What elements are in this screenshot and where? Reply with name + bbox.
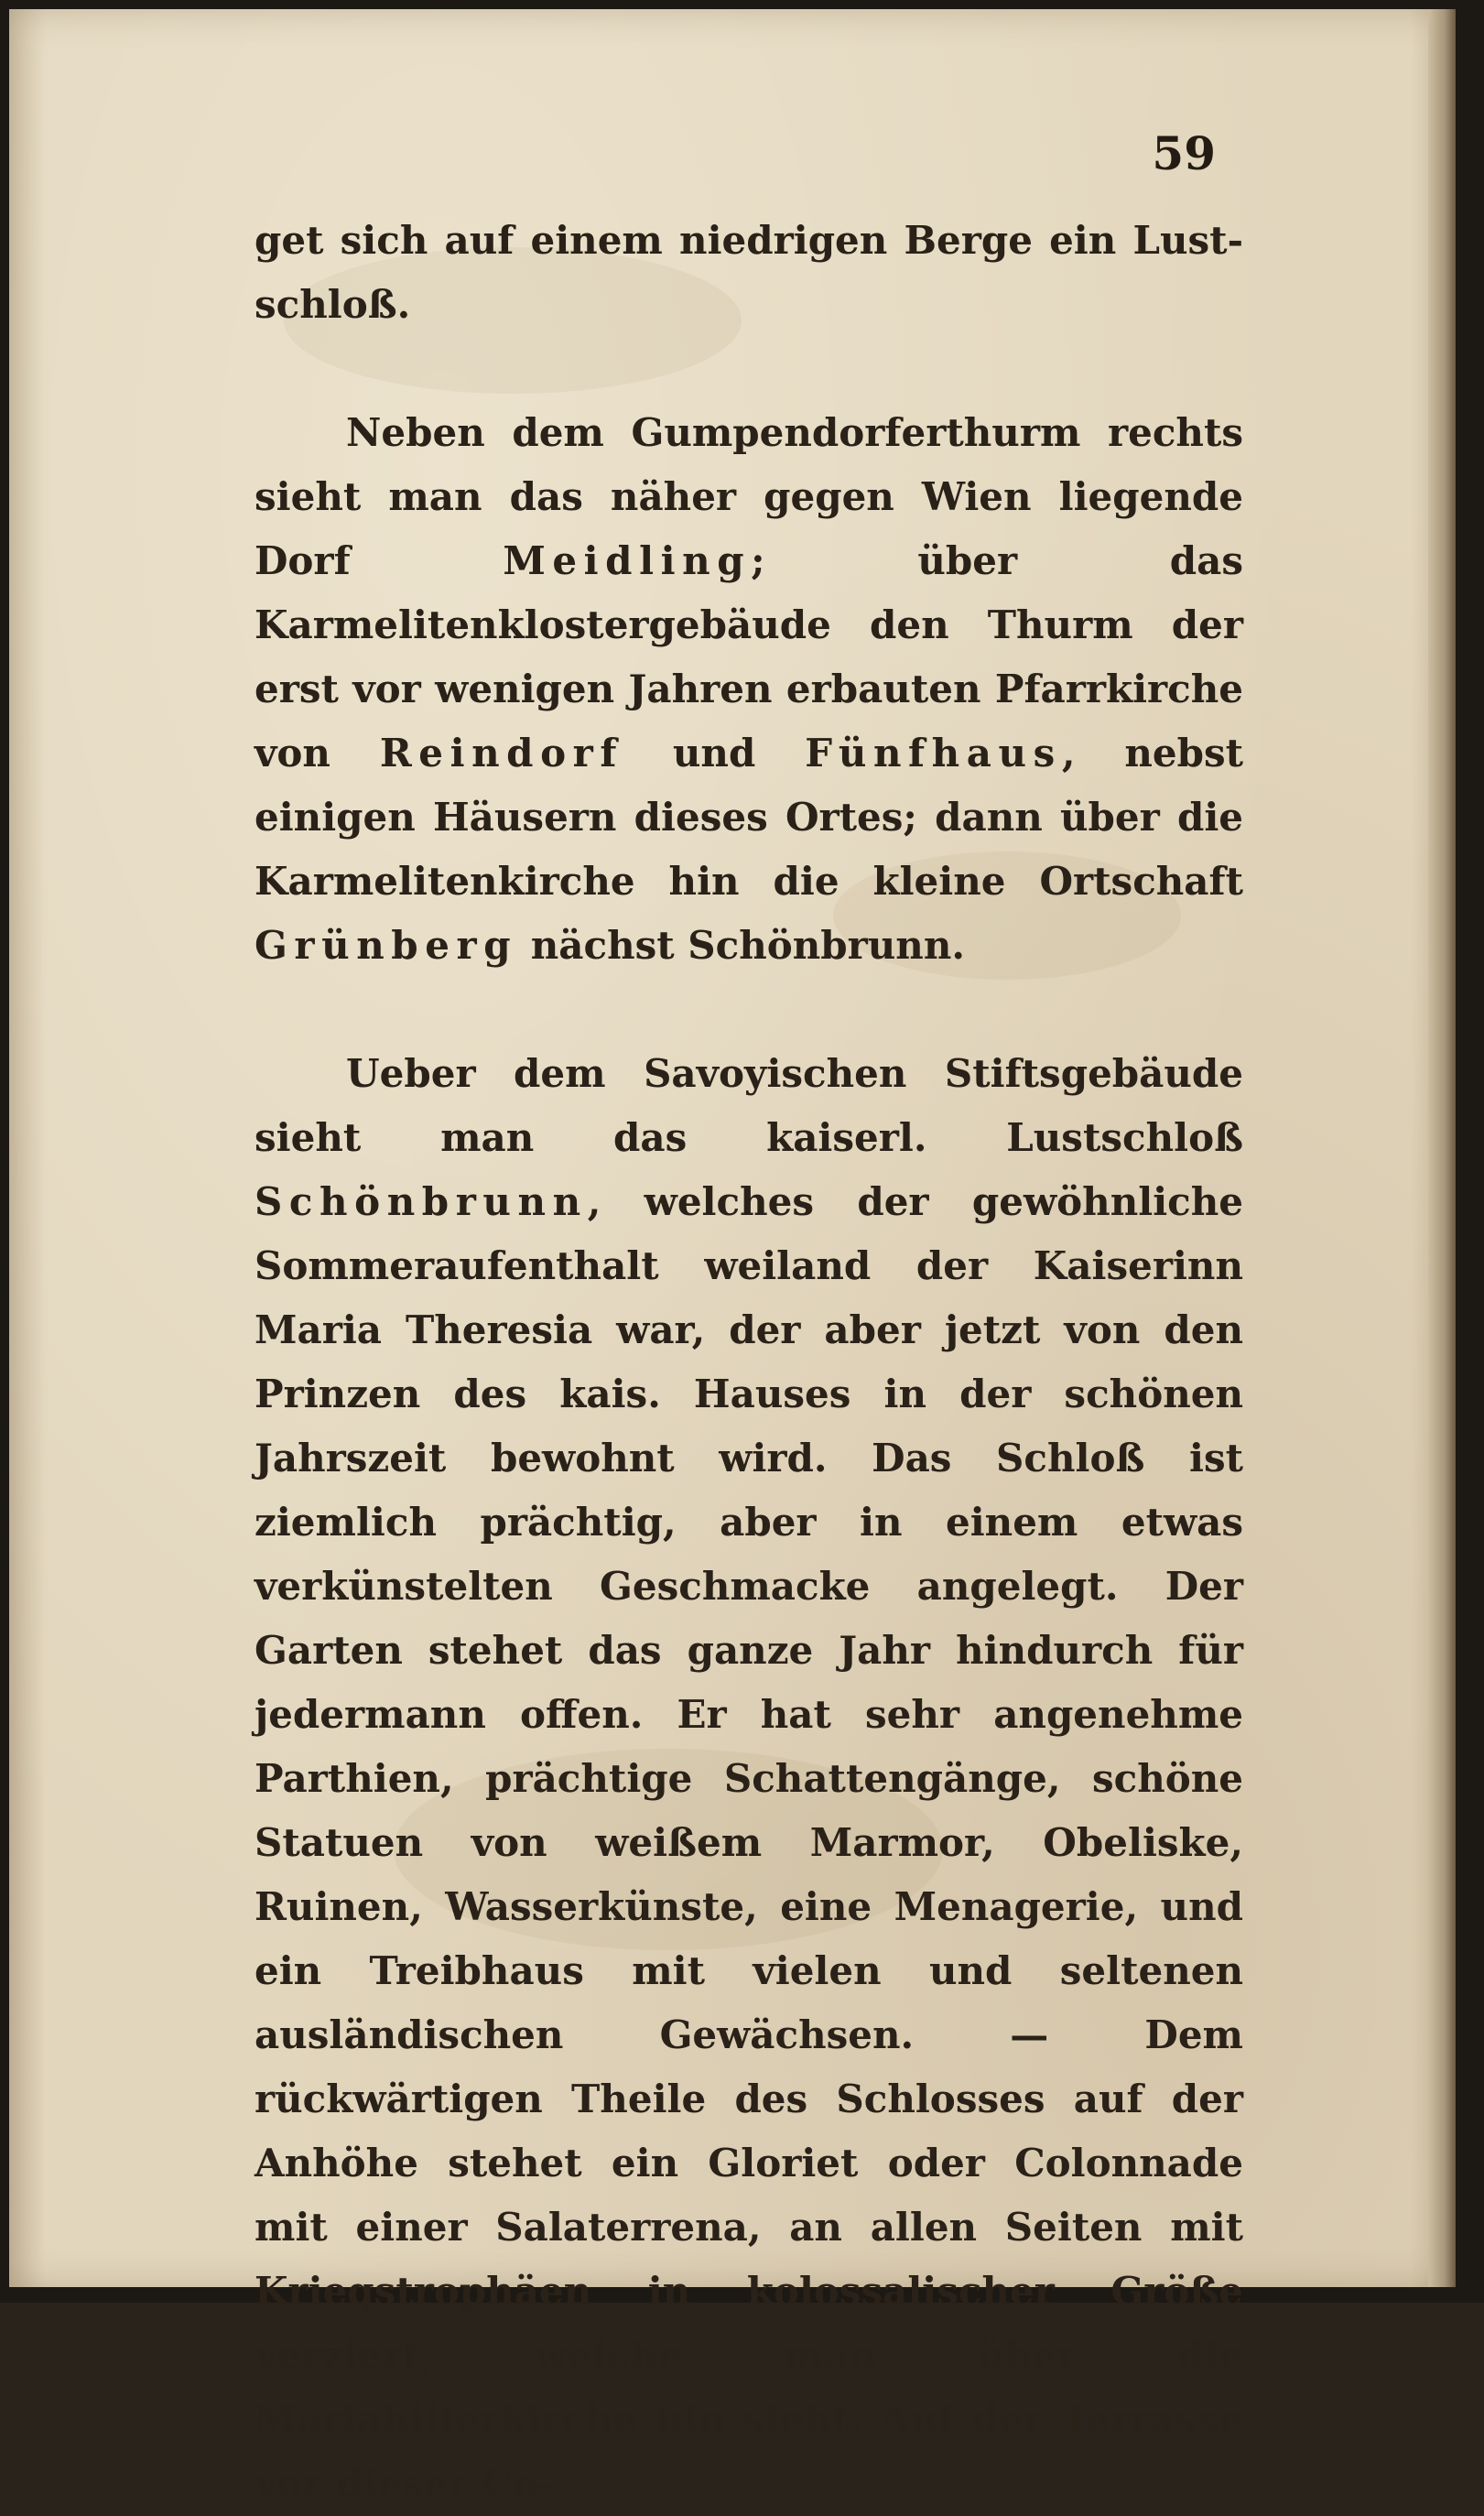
paragraph	[255, 209, 1243, 337]
paragraph-text: und	[623, 731, 806, 775]
body-text	[255, 209, 1243, 2516]
book-page	[9, 9, 1456, 2506]
paragraph-text: Neben dem Gumpendorferthurm rechts sieht man das näher gegen Wien liegende Dorf	[255, 410, 1243, 583]
paragraph-text: ; über das Karmelitenklostergebäude den Thurm der erst vor wenigen Jahren erbauten Pfarrkirche von	[255, 538, 1243, 775]
page-edge	[1428, 9, 1456, 2287]
paragraph-text: , nebst einigen Häusern dieses Ortes; dann über die Karmelitenkirche hin die kleine Ortschaft	[255, 731, 1244, 904]
paragraph	[255, 1042, 1243, 2516]
place-name: Schönbrunn	[255, 1179, 588, 1224]
paragraph-text: Ueber dem Savoyischen Stiftsgebäude sieht man das kaiserl. Lustschloß	[255, 1051, 1243, 1160]
place-name: Grünberg	[255, 923, 518, 968]
paragraph-text: nächst Schönbrunn.	[517, 923, 966, 968]
paragraph-text: get sich auf einem niedrigen Berge ein Lust-schloß.	[255, 218, 1243, 327]
page-number: 59	[1152, 126, 1216, 180]
place-name: Meidling	[503, 538, 752, 583]
paragraph-text: , welches der gewöhnliche Sommeraufenthalt weiland der Kaiserinn Maria Theresia war, der aber jetzt von den Prinzen des kais. Hauses in der schönen Jahrszeit bewohnt wird. Das Schloß ist ziemlich prächtig, aber in einem etwas verkünstelten Geschmacke angelegt. Der Garten stehet das ganze Jahr hindurch für jedermann offen. Er hat sehr angenehme Parthien, prächtige Schattengänge, schöne Statuen von weißem Marmor, Obeliske, Ruinen, Wasserkünste, eine Menagerie, und ein Treibhaus mit vielen und seltenen ausländischen Gewächsen. — Dem rückwärtigen Theile des Schlosses auf der Anhöhe stehet ein Gloriet oder Colonnade mit einer Salaterrena, an allen Seiten mit Kriegstrophäen in kolossalischer Größe verziert, welche man über die Mariahilferkirche hin sieht. Auf der Terrasse vor dieser Co-	[255, 1179, 1243, 2506]
place-name: Fünfhaus	[805, 731, 1062, 775]
place-name: Reindorf	[379, 731, 624, 775]
paragraph	[255, 401, 1243, 978]
